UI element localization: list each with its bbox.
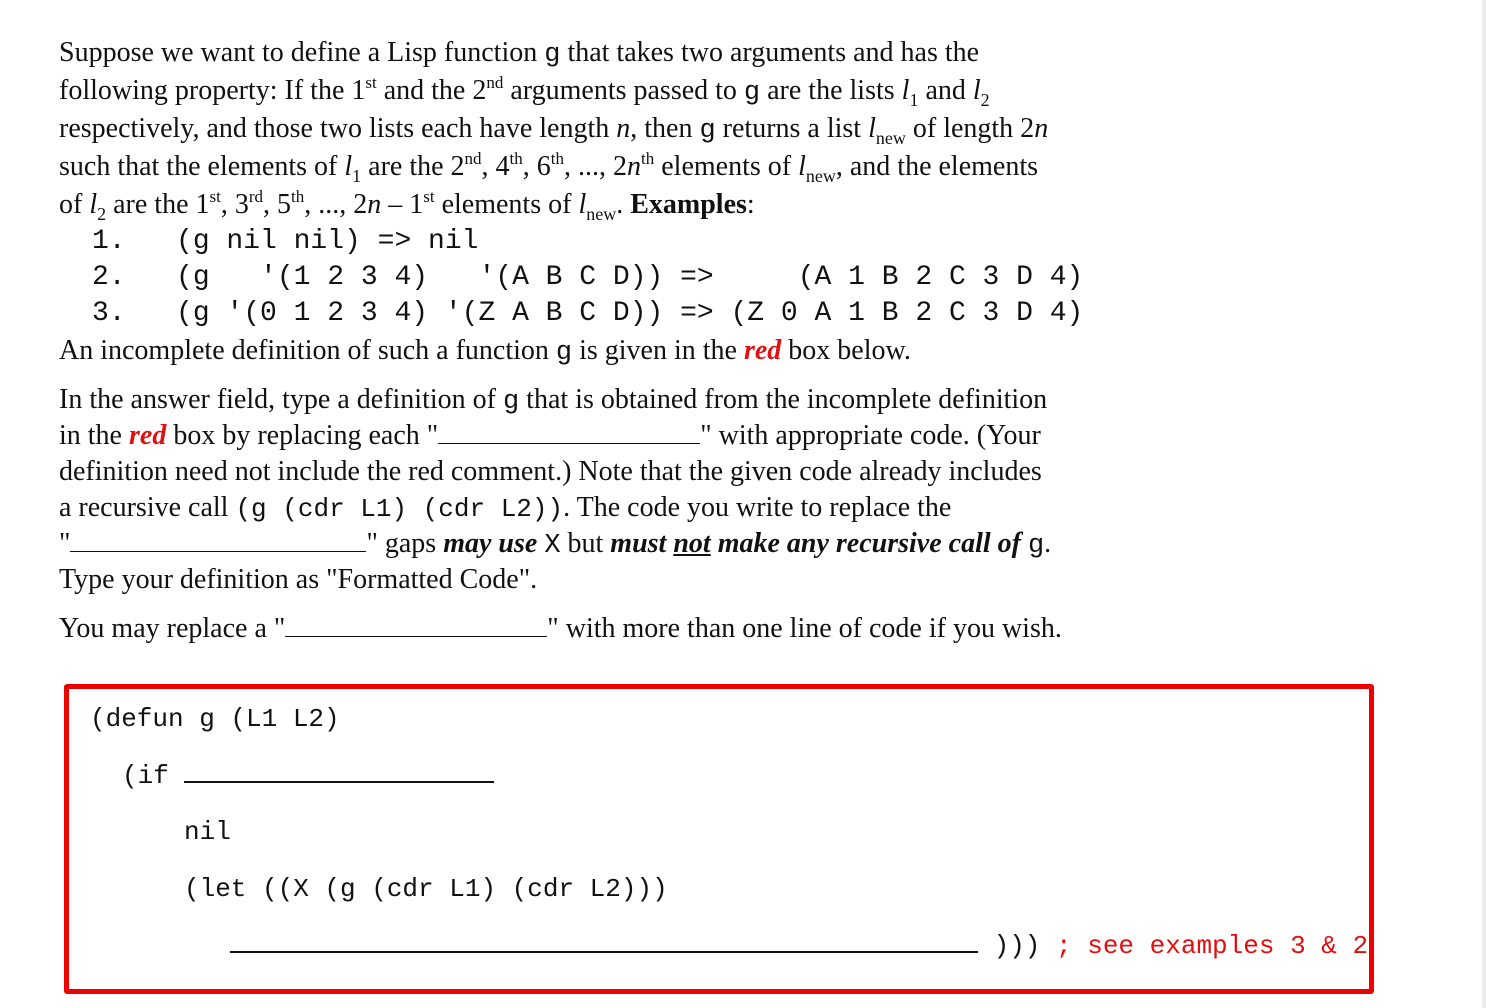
example-3: 3. (g '(0 1 2 3 4) '(Z A B C D)) => (Z 0 A 1 B 2 C 3 D 4) (92, 298, 1084, 329)
red-word: red (743, 335, 782, 366)
blank-placeholder (70, 527, 366, 552)
blank-placeholder (285, 612, 547, 637)
para2-line2: in the red box by replacing each " " with appropriate code. (Your (59, 420, 1041, 451)
para2-line4: a recursive call (g (cdr L1) (cdr L2)). The code you write to replace the (59, 492, 952, 524)
para1-line5: of $l_2$ are the 1st, 3rd, 5th, ..., 2n – 1st elements of $l_{new}$. Examples: (59, 187, 755, 224)
para2-line3: definition need not include the red comment.) Note that the given code already includes (59, 456, 1042, 487)
para1-line4: such that the elements of $l_1$ are the 2nd, 4th, 6th, ..., $2n^{th}$ elements of $l_{new}$, and the elements (59, 149, 1039, 186)
code-line-5: ))) ; see examples 3 & 2 (230, 929, 1368, 962)
page-edge (1482, 0, 1486, 1008)
code-box (64, 684, 1374, 994)
code-line-3: nil (184, 817, 231, 847)
para1-line1: Suppose we want to define a Lisp function g that takes two arguments and has the (59, 37, 980, 70)
code-blank-condition (184, 759, 494, 783)
example-1: 1. (g nil nil) => nil (92, 226, 479, 257)
example-2: 2. (g '(1 2 3 4) '(A B C D)) => (A 1 B 2 C 3 D 4) (92, 262, 1084, 293)
code-line-4: (let ((X (g (cdr L1) (cdr L2))) (184, 874, 668, 904)
para2-line5: " " gaps may use X but must not make any recursive call of g. (59, 528, 1052, 561)
code-blank-body (230, 929, 978, 953)
para2-line1: In the answer field, type a definition of g that is obtained from the incomplete definition (59, 384, 1048, 417)
blank-placeholder (438, 419, 700, 444)
para1-line2: following property: If the 1st and the 2nd arguments passed to g are the lists $l_1$ and $l_2$ (59, 73, 990, 110)
examples-label: Examples (630, 189, 747, 220)
question-text (59, 34, 1189, 648)
recursive-call: (g (cdr L1) (cdr L2)) (235, 494, 564, 524)
incomplete-note: An incomplete definition of such a function g is given in the red box below. (59, 335, 911, 368)
para1-line3: respectively, and those two lists each have length n, then g returns a list $l_{new}$ of length 2n (59, 113, 1049, 148)
para3: You may replace a " " with more than one line of code if you wish. (59, 613, 1062, 644)
para2-line6: Type your definition as "Formatted Code". (59, 564, 538, 595)
code-line-2: (if (122, 759, 494, 792)
code-line-1: (defun g (L1 L2) (90, 704, 340, 734)
code-comment: ; see examples 3 & 2 (1040, 931, 1369, 961)
